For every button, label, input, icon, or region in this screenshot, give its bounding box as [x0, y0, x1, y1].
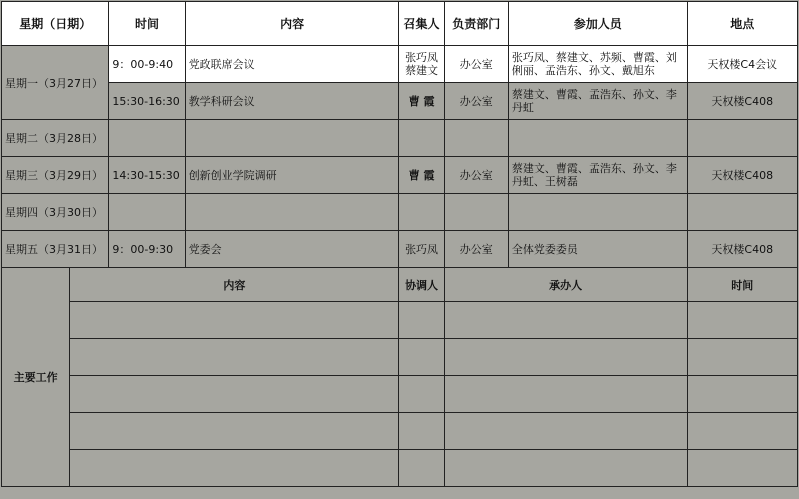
table-row: [2, 46, 798, 83]
day-cell-thursday: 星期四（3月30日）: [2, 194, 109, 231]
day-cell-tuesday: 星期二（3月28日）: [2, 120, 109, 157]
dept-cell: 办公室: [444, 83, 508, 120]
main-work-header-undertaker: 承办人: [444, 268, 687, 302]
header-location: 地点: [687, 2, 797, 46]
empty-cell: [70, 413, 399, 450]
participants-cell: 张巧凤、蔡建文、苏频、曹霞、刘俐丽、孟浩东、孙文、戴旭东: [508, 46, 687, 83]
main-work-header-row: [2, 268, 798, 302]
table-row: [2, 120, 798, 157]
content-cell: 教学科研会议: [185, 83, 399, 120]
dept-cell: [444, 120, 508, 157]
empty-cell: [399, 376, 444, 413]
location-cell: 天权楼C408: [687, 157, 797, 194]
convener-cell: [399, 120, 444, 157]
time-cell: [109, 120, 185, 157]
empty-cell: [399, 450, 444, 487]
dept-cell: 办公室: [444, 157, 508, 194]
participants-cell: [508, 194, 687, 231]
empty-cell: [70, 376, 399, 413]
empty-cell: [444, 413, 687, 450]
participants-cell: 全体党委委员: [508, 231, 687, 268]
content-cell: 党政联席会议: [185, 46, 399, 83]
table-row: [2, 231, 798, 268]
location-cell: 天权楼C4会议: [687, 46, 797, 83]
header-time: 时间: [109, 2, 185, 46]
convener-cell: 张巧凤 蔡建文: [399, 46, 444, 83]
main-work-row: [2, 376, 798, 413]
time-cell: [109, 194, 185, 231]
main-work-row: [2, 450, 798, 487]
time-cell: 14:30-15:30: [109, 157, 185, 194]
convener-cell: 张巧凤: [399, 231, 444, 268]
empty-cell: [444, 450, 687, 487]
empty-cell: [444, 339, 687, 376]
empty-cell: [687, 450, 797, 487]
content-cell: 党委会: [185, 231, 399, 268]
location-cell: [687, 194, 797, 231]
content-cell: 创新创业学院调研: [185, 157, 399, 194]
participants-cell: [508, 120, 687, 157]
day-cell-monday: 星期一（3月27日）: [2, 46, 109, 120]
main-work-row: [2, 339, 798, 376]
location-cell: 天权楼C408: [687, 231, 797, 268]
table-row: [2, 157, 798, 194]
convener-cell: 曹 霞: [399, 157, 444, 194]
dept-cell: 办公室: [444, 46, 508, 83]
time-cell: 9：00-9:30: [109, 231, 185, 268]
header-content: 内容: [185, 2, 399, 46]
dept-cell: [444, 194, 508, 231]
header-day: 星期（日期）: [2, 2, 109, 46]
dept-cell: 办公室: [444, 231, 508, 268]
participants-cell: 蔡建文、曹霞、孟浩东、孙文、李丹虹、王树磊: [508, 157, 687, 194]
header-convener: 召集人: [399, 2, 444, 46]
main-work-row: [2, 413, 798, 450]
header-row: [2, 2, 798, 46]
empty-cell: [70, 302, 399, 339]
day-cell-wednesday: 星期三（3月29日）: [2, 157, 109, 194]
empty-cell: [687, 302, 797, 339]
main-work-header-time: 时间: [687, 268, 797, 302]
empty-cell: [444, 302, 687, 339]
empty-cell: [687, 413, 797, 450]
main-work-header-content: 内容: [70, 268, 399, 302]
schedule-table: [1, 1, 798, 487]
content-cell: [185, 194, 399, 231]
main-work-header-coordinator: 协调人: [399, 268, 444, 302]
empty-cell: [399, 302, 444, 339]
empty-cell: [687, 339, 797, 376]
empty-cell: [444, 376, 687, 413]
day-cell-friday: 星期五（3月31日）: [2, 231, 109, 268]
header-dept: 负责部门: [444, 2, 508, 46]
convener-cell: [399, 194, 444, 231]
header-participants: 参加人员: [508, 2, 687, 46]
location-cell: 天权楼C408: [687, 83, 797, 120]
participants-cell: 蔡建文、曹霞、孟浩东、孙文、李丹虹: [508, 83, 687, 120]
time-cell: 15:30-16:30: [109, 83, 185, 120]
convener-cell: 曹 霞: [399, 83, 444, 120]
empty-cell: [70, 339, 399, 376]
empty-cell: [687, 376, 797, 413]
time-cell: 9：00-9:40: [109, 46, 185, 83]
empty-cell: [399, 413, 444, 450]
main-work-label: 主要工作: [2, 268, 70, 487]
table-row: [2, 194, 798, 231]
location-cell: [687, 120, 797, 157]
empty-cell: [399, 339, 444, 376]
empty-cell: [70, 450, 399, 487]
content-cell: [185, 120, 399, 157]
main-work-row: [2, 302, 798, 339]
table-row: [2, 83, 798, 120]
